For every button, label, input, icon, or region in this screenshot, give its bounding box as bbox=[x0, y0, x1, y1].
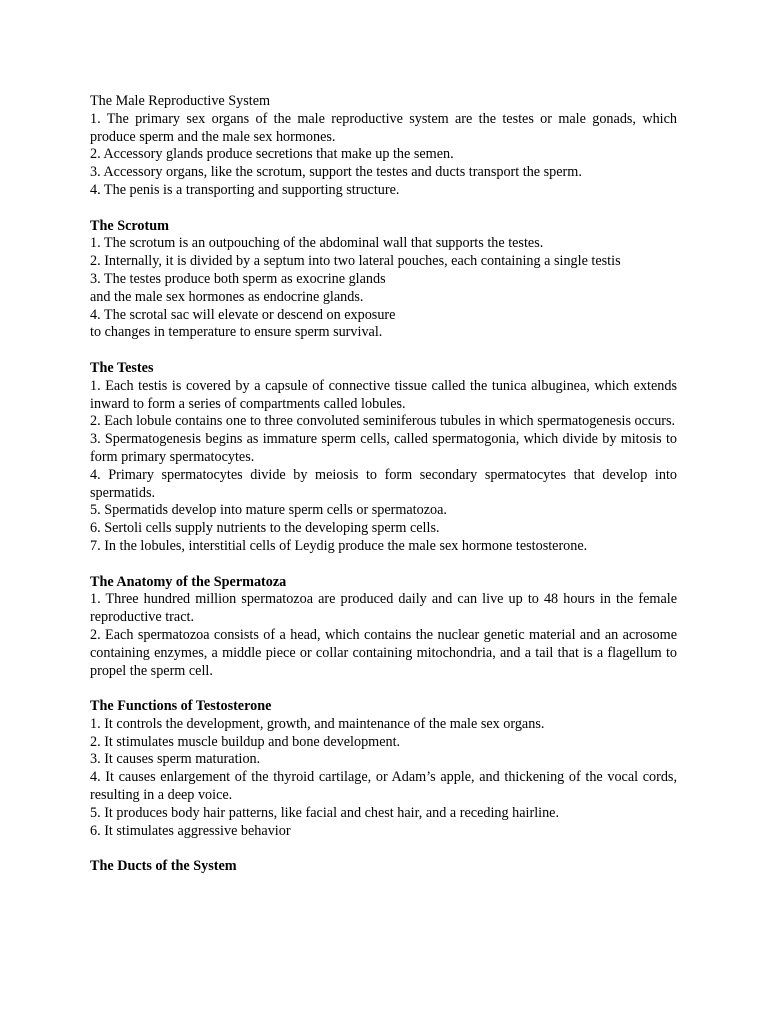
testosterone-item: 2. It stimulates muscle buildup and bone development. bbox=[90, 733, 401, 750]
testes-item: 4. Primary spermatocytes divide by meiosis to form secondary spermatocytes that develop into spermatids. bbox=[90, 466, 677, 501]
section-heading-testosterone: The Functions of Testosterone bbox=[90, 698, 272, 715]
testosterone-item: 3. It causes sperm maturation. bbox=[90, 751, 261, 768]
scrotum-line: 4. The scrotal sac will elevate or descend on exposure bbox=[90, 306, 396, 323]
testosterone-item: 4. It causes enlargement of the thyroid cartilage, or Adam’s apple, and thickening of the vocal cords, resulting in a deep voice. bbox=[90, 769, 677, 804]
section-heading-scrotum: The Scrotum bbox=[90, 217, 169, 234]
section-heading-testes: The Testes bbox=[90, 359, 154, 376]
testes-item: 7. In the lobules, interstitial cells of Leydig produce the male sex hormone testosterone. bbox=[90, 537, 588, 554]
section-heading-ducts: The Ducts of the System bbox=[90, 858, 237, 875]
scrotum-line: to changes in temperature to ensure sperm survival. bbox=[90, 324, 383, 341]
spermatozoa-item: 2. Each spermatozoa consists of a head, which contains the nuclear genetic material and an acrosome containing enzymes, a middle piece or collar containing mitochondria, and a tail that is a flagellum to propel the sperm cell. bbox=[90, 626, 677, 679]
scrotum-line: 2. Internally, it is divided by a septum into two lateral pouches, each containing a single testis bbox=[90, 253, 621, 270]
scrotum-line: and the male sex hormones as endocrine glands. bbox=[90, 288, 364, 305]
intro-item: 4. The penis is a transporting and supporting structure. bbox=[90, 181, 400, 198]
testes-item: 1. Each testis is covered by a capsule of connective tissue called the tunica albuginea, which extends inward to form a series of compartments called lobules. bbox=[90, 377, 677, 412]
intro-item: 1. The primary sex organs of the male reproductive system are the testes or male gonads, which produce sperm and the male sex hormones. bbox=[90, 110, 677, 145]
document-title: The Male Reproductive System bbox=[90, 93, 271, 109]
section-gap bbox=[90, 840, 677, 858]
section-gap bbox=[90, 200, 677, 218]
testosterone-item: 5. It produces body hair patterns, like facial and chest hair, and a receding hairline. bbox=[90, 804, 560, 821]
testosterone-item: 1. It controls the development, growth, and maintenance of the male sex organs. bbox=[90, 715, 545, 732]
document-page bbox=[90, 93, 677, 876]
section-gap bbox=[90, 556, 677, 574]
testes-item: 6. Sertoli cells supply nutrients to the developing sperm cells. bbox=[90, 520, 440, 537]
testes-item: 5. Spermatids develop into mature sperm cells or spermatozoa. bbox=[90, 502, 447, 519]
testosterone-item: 6. It stimulates aggressive behavior bbox=[90, 822, 291, 839]
intro-item: 2. Accessory glands produce secretions that make up the semen. bbox=[90, 146, 454, 163]
section-gap bbox=[90, 680, 677, 698]
section-heading-spermatozoa: The Anatomy of the Spermatoza bbox=[90, 573, 287, 590]
scrotum-line: 3. The testes produce both sperm as exocrine glands bbox=[90, 270, 386, 287]
scrotum-line: 1. The scrotum is an outpouching of the abdominal wall that supports the testes. bbox=[90, 235, 544, 252]
section-gap bbox=[90, 342, 677, 360]
intro-item: 3. Accessory organs, like the scrotum, support the testes and ducts transport the sperm. bbox=[90, 164, 582, 181]
testes-item: 2. Each lobule contains one to three convoluted seminiferous tubules in which spermatogenesis occurs. bbox=[90, 413, 676, 430]
testes-item: 3. Spermatogenesis begins as immature sperm cells, called spermatogonia, which divide by mitosis to form primary spermatocytes. bbox=[90, 431, 677, 465]
spermatozoa-item: 1. Three hundred million spermatozoa are produced daily and can live up to 48 hours in the female reproductive tract. bbox=[90, 591, 677, 626]
